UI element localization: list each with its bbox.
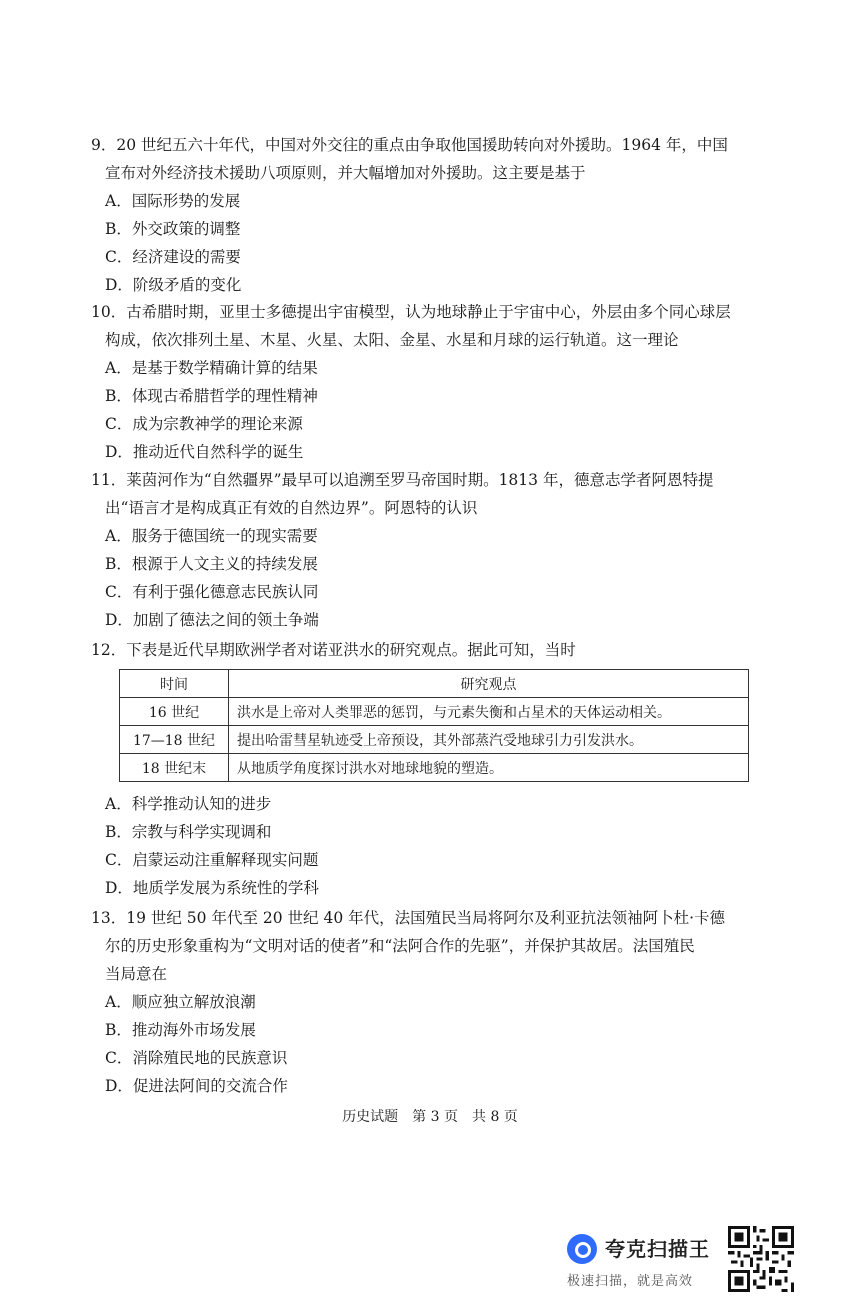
table-cell-time: 16 世纪 (120, 698, 229, 726)
question-9 (91, 131, 771, 299)
option-b[interactable]: B．外交政策的调整 (105, 220, 241, 238)
option-a[interactable]: A．国际形势的发展 (105, 192, 241, 210)
option-c[interactable]: C．启蒙运动注重解释现实问题 (105, 851, 319, 869)
option-d[interactable]: D．促进法阿间的交流合作 (105, 1077, 288, 1095)
question-stem-cont: 宣布对外经济技术援助八项原则，并大幅增加对外援助。这主要是基于 (105, 164, 586, 182)
question-stem-cont: 出“语言才是构成真正有效的自然边界”。阿恩特的认识 (105, 499, 478, 517)
question-stem-cont2: 当局意在 (105, 965, 168, 983)
option-a[interactable]: A．科学推动认知的进步 (105, 795, 272, 813)
option-c[interactable]: C．成为宗教神学的理论来源 (105, 415, 303, 433)
table-header-row (120, 670, 749, 698)
option-d[interactable]: D．阶级矛盾的变化 (105, 276, 242, 294)
question-stem: 13．19 世纪 50 年代至 20 世纪 40 年代，法国殖民当局将阿尔及利亚抗法领袖阿卜杜·卡德 (91, 909, 726, 927)
question-12-options (91, 790, 771, 902)
question-12-stem (91, 636, 771, 664)
table-row (120, 754, 749, 782)
page-footer: 历史试题 第 3 页 共 8 页 (342, 1109, 518, 1125)
option-b[interactable]: B．根源于人文主义的持续发展 (105, 555, 318, 573)
option-a[interactable]: A．是基于数学精确计算的结果 (105, 359, 318, 377)
option-b[interactable]: B．推动海外市场发展 (105, 1021, 256, 1039)
option-a[interactable]: A．服务于德国统一的现实需要 (105, 527, 318, 545)
option-c[interactable]: C．有利于强化德意志民族认同 (105, 583, 319, 601)
option-b[interactable]: B．体现古希腊哲学的理性精神 (105, 387, 318, 405)
question-stem: 11．莱茵河作为“自然疆界”最早可以追溯至罗马帝国时期。1813 年，德意志学者阿恩特提 (91, 471, 714, 489)
table-header-view: 研究观点 (229, 670, 749, 698)
question-stem: 10．古希腊时期，亚里士多德提出宇宙模型，认为地球静止于宇宙中心，外层由多个同心球层 (91, 303, 731, 321)
scanner-logo-icon (567, 1234, 597, 1264)
table-cell-view: 从地质学角度探讨洪水对地球地貌的塑造。 (229, 754, 749, 782)
option-b[interactable]: B．宗教与科学实现调和 (105, 823, 272, 841)
option-d[interactable]: D．加剧了德法之间的领土争端 (105, 611, 319, 629)
option-d[interactable]: D．推动近代自然科学的诞生 (105, 443, 304, 461)
question-stem-cont: 构成，依次排列土星、木星、火星、太阳、金星、水星和月球的运行轨道。这一理论 (105, 331, 679, 349)
scanner-watermark (567, 1228, 727, 1290)
research-table (119, 669, 749, 782)
question-stem-cont: 尔的历史形象重构为“文明对话的使者”和“法阿合作的先驱”，并保护其故居。法国殖民 (105, 937, 695, 955)
option-c[interactable]: C．消除殖民地的民族意识 (105, 1049, 288, 1067)
scanner-slogan: 极速扫描，就是高效 (567, 1274, 694, 1289)
option-c[interactable]: C．经济建设的需要 (105, 248, 241, 266)
table-row (120, 698, 749, 726)
option-a[interactable]: A．顺应独立解放浪潮 (105, 993, 256, 1011)
question-10 (91, 298, 771, 466)
question-13 (91, 904, 771, 1100)
scanner-brand-name: 夸克扫描王 (605, 1237, 710, 1261)
table-cell-time: 18 世纪末 (120, 754, 229, 782)
question-11 (91, 466, 771, 634)
option-d[interactable]: D．地质学发展为系统性的学科 (105, 879, 319, 897)
table-header-time: 时间 (120, 670, 229, 698)
table-cell-view: 洪水是上帝对人类罪恶的惩罚，与元素失衡和占星术的天体运动相关。 (229, 698, 749, 726)
table-cell-time: 17—18 世纪 (120, 726, 229, 754)
question-stem: 12．下表是近代早期欧洲学者对诺亚洪水的研究观点。据此可知，当时 (91, 641, 576, 659)
question-stem: 9．20 世纪五六十年代，中国对外交往的重点由争取他国援助转向对外援助。1964 年，中国 (91, 136, 728, 154)
table-cell-view: 提出哈雷彗星轨迹受上帝预设，其外部蒸汽受地球引力引发洪水。 (229, 726, 749, 754)
table-row (120, 726, 749, 754)
qr-code-icon (728, 1226, 794, 1292)
